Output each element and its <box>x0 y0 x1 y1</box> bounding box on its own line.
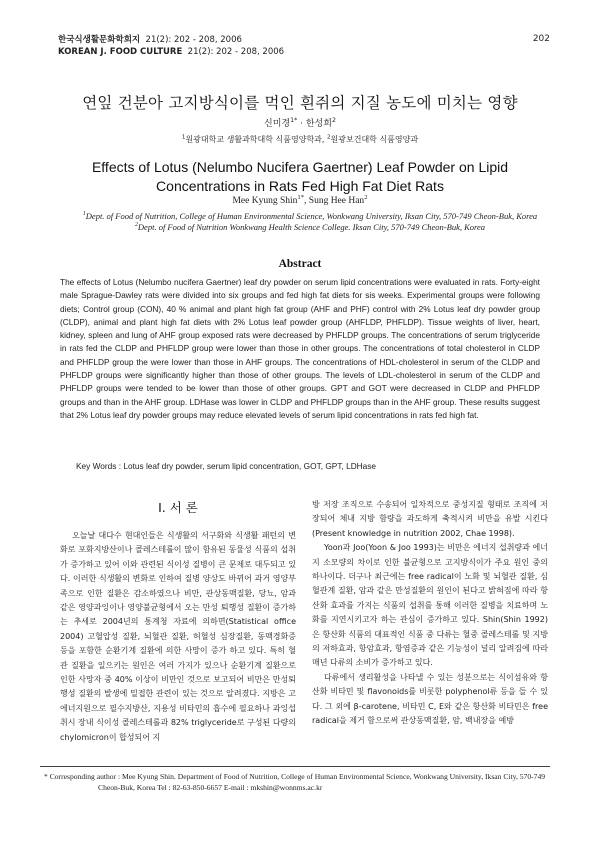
abstract-body: The effects of Lotus (Nelumbo nucifera Gaertner) leaf dry powder on serum lipid concentrations were evaluated in rats. Forty-eight male Sprague-Dawley rats were divided into six groups and fed high fat diets for sis weeks. Experimental groups were following diets; Control group (CON), 40 % animal and plant high fat group (AHF and PHF) control with 2% Lotus leaf dry powder group (CLDP), animal and plant high fat diets with 2% Lotus leaf powder group (AHFLDP, PHFLDP). Tissue weights of liver, heart, kidney, spleen and lung of AHF group exposed rats were decreased by PHFLDP groups. The concentrations of serum triglyceride in rats fed the CLDP and PHFLDP group were lower than those in other groups. The concentrations of total cholesterol in CLDP and PHFLDP group the were lower than those in AHF groups. The concentrations of HDL-cholesterol in serum of the CLDP and PHFLDP groups were significantly higher than those of other groups. The levels of LDL-cholesterol in serum of the CLDP and PHFLDP groups were tended to be lower than those of other groups. GPT and GOT were decreased in CLDP and PHFLDP groups and than in the AHF group. LDHase was lower in CLDP and PHFLDP groups than in the AHF group. These results suggest that 2% Lotus leaf dry powder groups may reduce elevated levels of serum lipid concentrations in rats fed high fat. <box>60 277 540 420</box>
citation-ko: 21(2): 202 - 208, 2006 <box>145 35 242 45</box>
aff-ko-2-mark: 2 <box>326 134 331 141</box>
footnote-divider <box>40 766 550 767</box>
right-paragraph-2: Yoon과 Joo(Yoon & Joo 1993)는 비만은 에너지 섭취량과 에너지 소모량의 차이로 인한 불균형으로 고지방식이가 주요 원인 중의 하나이다. 더구나 최근에는 free radical이 노화 및 뇌혈관 질환, 심혈관계 질환, 암과 같은 만성질환의 원인이 된다고 밝혀짐에 따라 항산화 효과를 가지는 식품의 섭취를 통해 이러한 질병을 치료하며 노화를 지연시키고자 하는 관심이 증가하고 있다. Shin(Shin 1992)은 항산화 식품의 대표적인 식품 중 다류는 혈중 콜레스테롤 및 지방의 저하효과, 항암효과, 항염증과 같은 기능성이 널리 알려짐에 따라 매년 다류의 소비가 증가하고 있다. <box>312 543 548 668</box>
author-ko-2: 한성희 <box>305 119 332 129</box>
affiliation-english <box>60 211 560 233</box>
aff-ko-1: 원광대학교 생활과학대학 식품영양학과, <box>185 135 327 144</box>
aff-ko-1-mark: 1 <box>181 134 186 141</box>
aff-en-1: Dept. of Food of Nutrition, College of Human Environmental Science, Wonkwang University, Iksan City, 570-749 Cheon-Buk, Korea <box>85 211 538 221</box>
page-number: 202 <box>532 34 550 44</box>
section-heading-introduction: I. 서 론 <box>158 500 198 515</box>
author-en-1: Mee Kyung Shin <box>232 196 298 206</box>
authors-english <box>0 193 600 206</box>
author-en-2: Sung Hee Han <box>308 196 365 206</box>
author-en-1-mark: 1* <box>297 193 305 201</box>
journal-header <box>58 34 284 58</box>
footnote <box>44 771 564 793</box>
journal-name-en: KOREAN J. FOOD CULTURE <box>58 47 183 57</box>
citation-en: 21(2): 202 - 208, 2006 <box>187 47 285 57</box>
author-ko-1: 신미경 <box>264 119 291 129</box>
author-en-separator: , <box>304 196 309 206</box>
footnote-line-1: * Corresponding author : Mee Kyung Shin. Department of Food of Nutrition, College of Human Environmental Science, Wonkwang University, Iksan City, 570-749 <box>44 772 546 781</box>
aff-en-1-mark: 1 <box>82 211 86 218</box>
aff-en-2: Dept. of Food of Nutrition Wonkwang Health Science College. Iksan City, 570-749 Cheon-Buk, Korea <box>137 222 486 232</box>
left-column <box>60 529 296 745</box>
aff-en-2-mark: 2 <box>134 222 138 229</box>
right-paragraph-3: 다류에서 생리활성을 나타낼 수 있는 성분으로는 식이섬유와 항산화 비타민 및 flavonoids를 비롯한 polyphenol류 등을 들 수 있다. 그 외에 β-carotene, 비타민 C, E와 같은 항산화 비타민은 free radical을 제거 함으로써 관상동맥질환, 암, 백내장을 예방 <box>312 672 548 726</box>
title-korean: 연잎 건분아 고지방식이를 먹인 흰쥐의 지질 농도에 미치는 영향 <box>82 94 518 112</box>
affiliation-korean <box>0 134 600 145</box>
title-english: Effects of Lotus (Nelumbo Nucifera Gaertner) Leaf Powder on Lipid Concentrations in Rats Fed High Fat Diet Rats <box>91 159 509 194</box>
author-en-2-mark: 2 <box>364 193 368 201</box>
footnote-line-2: Cheon-Buk, Korea Tel : 82-63-850-6657 E-mail : mkshin@wonnms.ac.kr <box>98 783 323 792</box>
journal-name-ko: 한국식생활문화학회지 <box>58 35 141 45</box>
aff-ko-2: 원광보건대학 식품영양과 <box>330 135 419 144</box>
author-ko-2-mark: 2 <box>331 117 336 124</box>
author-ko-1-mark: 1* <box>290 117 298 124</box>
abstract-heading: Abstract <box>278 258 322 270</box>
author-separator: · <box>297 119 306 129</box>
keywords: Key Words : Lotus leaf dry powder, serum lipid concentration, GOT, GPT, LDHase <box>76 461 377 471</box>
right-column <box>312 498 548 729</box>
right-paragraph-1: 방 저장 조직으로 수송되어 일차적으로 중성지질 형태로 조직에 저장되어 체내 지방 함량을 과도하게 축적시켜 비만을 유발 시킨다(Present knowledge in nutrition 2002, Chae 1998). <box>312 500 548 538</box>
left-paragraph-1: 오늘날 대다수 현대인들은 식생활의 서구화와 식생활 패턴의 변화로 포화지방산이나 콜레스테롤이 많이 함유된 동물성 식품의 섭취가 증가하고 있어 이와 관련된 식이성 질병이 큰 문제로 대두되고 있다. 이러한 식생활의 변화로 인하여 질병 양상도 바뀌어 과거 영양부족으로 인한 질환은 감소하였으나 비만, 관상동맥질환, 당뇨, 암과 같은 영양과잉이나 영양불균형에서 오는 만성 퇴행성 질환이 증가하는 추세로 2004년의 통계청 자료에 의하면(Statistical office 2004) 고혈압성 질환, 뇌혈관 질환, 허혈성 심장질환, 동맥경화증 등을 포함한 순환기계 질환에 의한 사망이 증가 하고 있다. 특히 혈관 질환을 일으키는 원인은 여러 가지가 있으나 순환기계 질환으로 인한 사망자 중 40% 이상이 비만인 것으로 보고되어 비만은 만성퇴행성 질환의 발생에 밀접한 관련이 있는 것으로 알려졌다. 지방은 고에너지원으로 필수지방산, 지용성 비타민의 흡수에 필요하나 과잉섭취시 장내 식이성 콜레스테롤과 82% triglyceride로 구성된 다량의 chylomicron이 합성되어 지 <box>60 531 296 742</box>
authors-korean <box>0 116 600 129</box>
